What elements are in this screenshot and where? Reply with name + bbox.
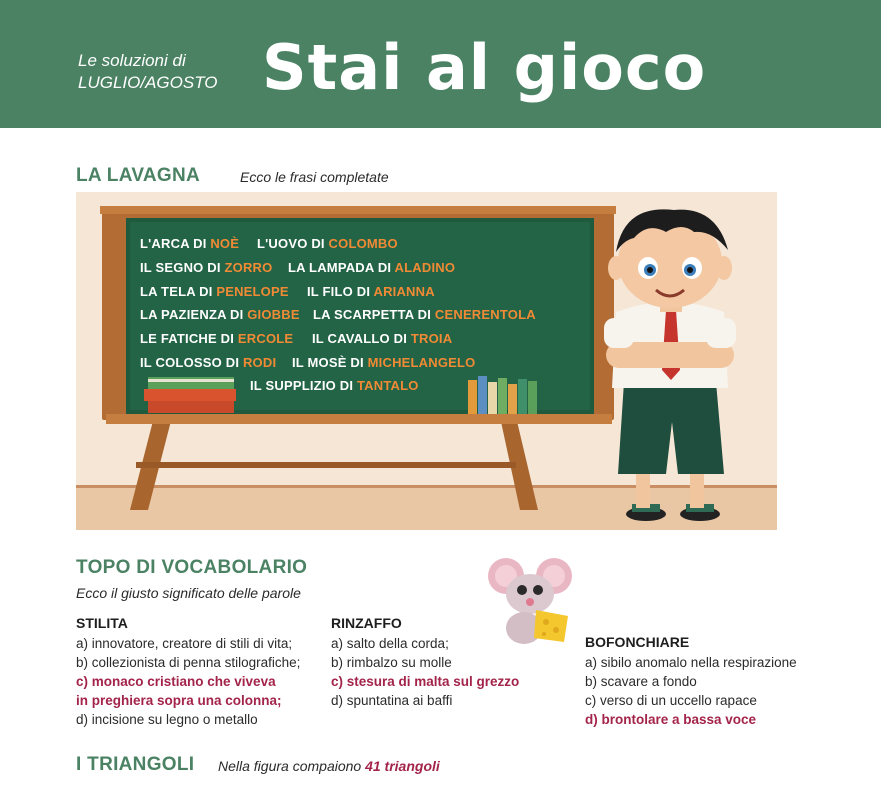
board-phrase: LA LAMPADA DI ALADINO bbox=[288, 260, 456, 275]
vocabolario-note: Ecco il giusto significato delle parole bbox=[76, 585, 301, 601]
triangoli-title: I TRIANGOLI bbox=[76, 754, 195, 775]
option: d) incisione su legno o metallo bbox=[76, 712, 258, 727]
board-phrase: IL FILO DI ARIANNA bbox=[307, 284, 435, 299]
triangoli-note: Nella figura compaiono 41 triangoli bbox=[218, 758, 440, 774]
lavagna-title: LA LAVAGNA bbox=[76, 165, 201, 186]
word-heading: STILITA bbox=[76, 615, 128, 631]
word-heading: RINZAFFO bbox=[331, 615, 402, 631]
vocabolario-title: TOPO DI VOCABOLARIO bbox=[76, 557, 308, 578]
word-rinzaffo bbox=[331, 614, 519, 710]
correct-option: in preghiera sopra una colonna; bbox=[76, 693, 282, 708]
subtitle-line-2: LUGLIO/AGOSTO bbox=[78, 73, 218, 92]
word-heading: BOFONCHIARE bbox=[585, 634, 690, 650]
board-phrase: IL CAVALLO DI TROIA bbox=[312, 331, 453, 346]
option: a) sibilo anomalo nella respirazione bbox=[585, 655, 797, 670]
header-banner bbox=[0, 0, 881, 128]
word-bofonchiare bbox=[585, 633, 797, 729]
option: b) collezionista di penna stilografiche; bbox=[76, 655, 301, 670]
board-phrase: LA TELA DI PENELOPE bbox=[140, 284, 289, 299]
board-phrase: L'UOVO DI COLOMBO bbox=[257, 236, 398, 251]
boy-character bbox=[604, 209, 736, 521]
board-phrase: IL SEGNO DI ZORRO bbox=[140, 260, 273, 275]
option: b) rimbalzo su molle bbox=[331, 655, 452, 670]
triangoli-answer: 41 triangoli bbox=[365, 758, 440, 774]
page-title: Stai al gioco bbox=[262, 31, 707, 104]
board-phrase: LA SCARPETTA DI CENERENTOLA bbox=[313, 307, 536, 322]
board-phrase: IL COLOSSO DI RODI bbox=[140, 355, 277, 370]
option: a) innovatore, creatore di stili di vita; bbox=[76, 636, 293, 651]
option: c) verso di un uccello rapace bbox=[585, 693, 757, 708]
board-phrase: L'ARCA DI NOÈ bbox=[140, 236, 240, 251]
option: d) spuntatina ai baffi bbox=[331, 693, 453, 708]
word-stilita bbox=[76, 614, 300, 729]
option: b) scavare a fondo bbox=[585, 674, 697, 689]
correct-option: c) monaco cristiano che viveva bbox=[76, 674, 276, 689]
board-phrase: IL SUPPLIZIO DI TANTALO bbox=[250, 378, 419, 393]
board-phrase: LE FATICHE DI ERCOLE bbox=[140, 331, 294, 346]
header-subtitle bbox=[78, 50, 218, 94]
board-phrase: LA PAZIENZA DI GIOBBE bbox=[140, 307, 300, 322]
correct-option: c) stesura di malta sul grezzo bbox=[331, 674, 520, 689]
correct-option: d) brontolare a bassa voce bbox=[585, 712, 757, 727]
board-phrase: IL MOSÈ DI MICHELANGELO bbox=[292, 355, 476, 370]
subtitle-line-1: Le soluzioni di bbox=[78, 51, 186, 70]
lavagna-note: Ecco le frasi completate bbox=[240, 169, 389, 185]
option: a) salto della corda; bbox=[331, 636, 449, 651]
